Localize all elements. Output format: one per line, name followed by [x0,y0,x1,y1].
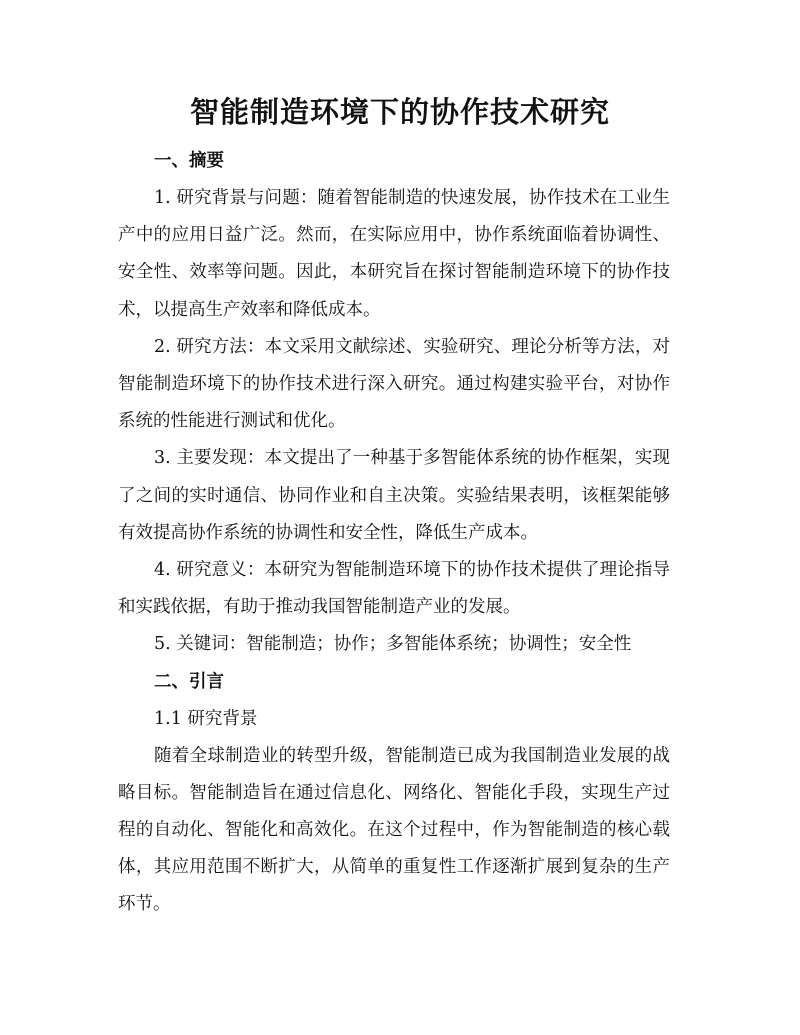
intro-paragraph: 随着全球制造业的转型升级，智能制造已成为我国制造业发展的战略目标。智能制造旨在通过信息化、网络化、智能化手段，实现生产过程的自动化、智能化和高效化。在这个过程中，作为智能制造的核心载体，其应用范围不断扩大，从简单的重复性工作逐渐扩展到复杂的生产环节。 [118,745,670,915]
document-title: 智能制造环境下的协作技术研究 [189,95,610,129]
document-body [118,143,670,924]
intro-heading: 二、引言 [154,671,224,692]
intro-subheading: 1.1 研究背景 [154,708,258,729]
abstract-item-method: 2. 研究方法：本文采用文献综述、实验研究、理论分析等方法，对智能制造环境下的协作技术进行深入研究。通过构建实验平台，对协作系统的性能进行测试和优化。 [118,336,670,432]
abstract-item-keywords: 5. 关键词：智能制造；协作；多智能体系统；协调性；安全性 [154,634,632,655]
abstract-heading: 一、摘要 [154,151,224,171]
abstract-item-findings: 3. 主要发现：本文提出了一种基于多智能体系统的协作框架，实现了之间的实时通信、协同作业和自主决策。实验结果表明，该框架能够有效提高协作系统的协调性和安全性，降低生产成本。 [118,448,670,543]
abstract-item-background: 1. 研究背景与问题：随着智能制造的快速发展，协作技术在工业生产中的应用日益广泛。然而，在实际应用中，协作系统面临着协调性、安全性、效率等问题。因此，本研究旨在探讨智能制造环境下的协作技术，以提高生产效率和降低成本。 [118,188,670,320]
abstract-item-significance: 4. 研究意义：本研究为智能制造环境下的协作技术提供了理论指导和实践依据，有助于推动我国智能制造产业的发展。 [118,560,670,618]
